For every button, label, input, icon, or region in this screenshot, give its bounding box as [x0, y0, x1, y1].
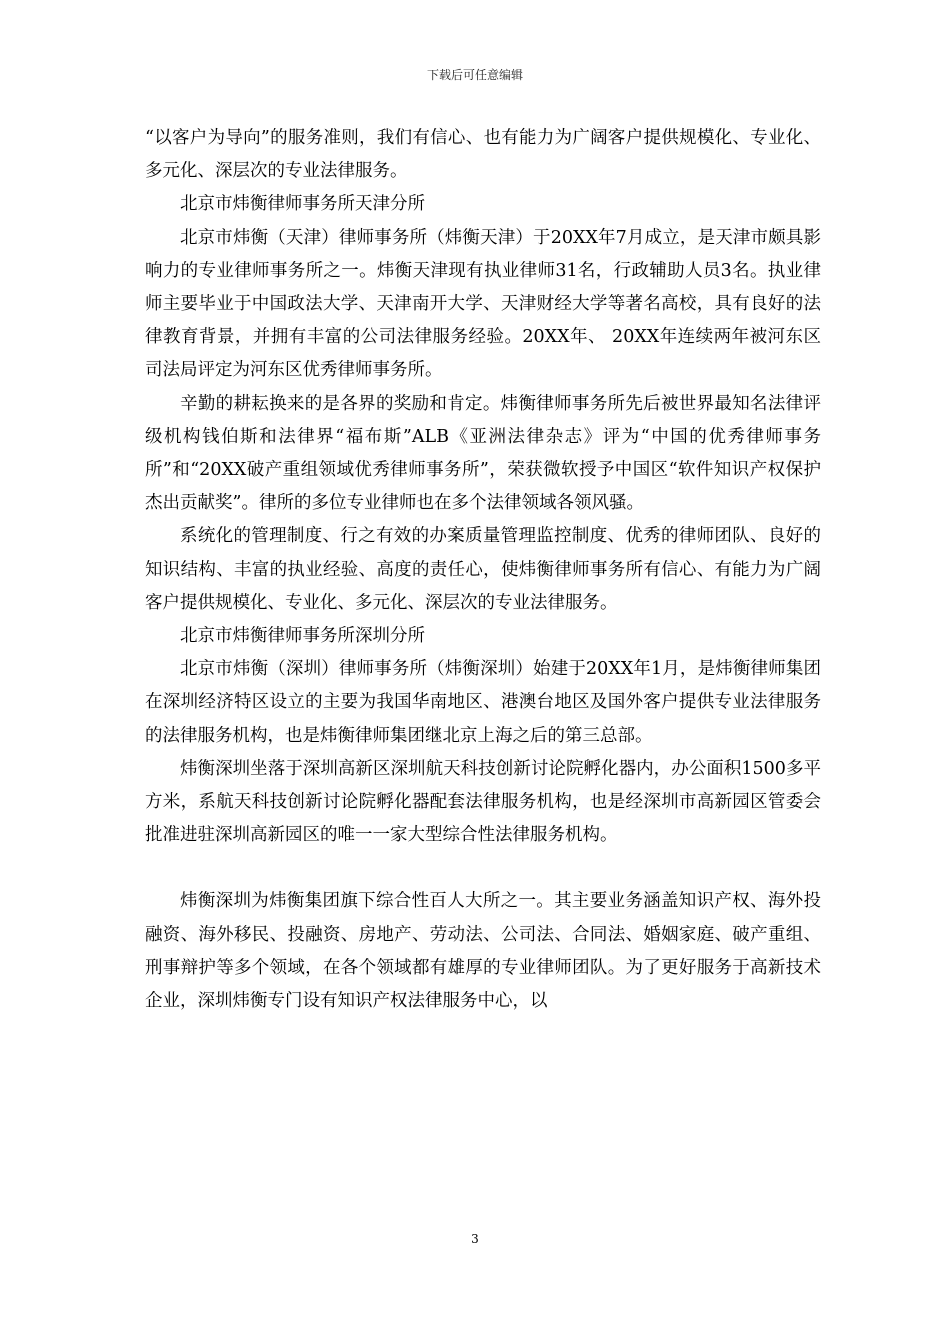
paragraph-client-oriented: “以客户为导向”的服务准则，我们有信心、也有能力为广阔客户提供规模化、专业化、多元化、深层次的专业法律服务。 — [145, 128, 821, 182]
paragraph-shenzhen-intro: 北京市炜衡（深圳）律师事务所（炜衡深圳）始建于20XX年1月，是炜衡律师集团在深圳经济特区设立的主要为我国华南地区、港澳台地区及国外客户提供专业法律服务的法律服务机构，也是炜衡律师集团继北京上海之后的第三总部。 — [145, 659, 821, 746]
document-body — [145, 122, 821, 1018]
paragraph-shenzhen-location: 炜衡深圳坐落于深圳高新区深圳航天科技创新讨论院孵化器内，办公面积1500多平方米，系航天科技创新讨论院孵化器配套法律服务机构，也是经深圳市高新园区管委会批准进驻深圳高新园区的唯一一家大型综合性法律服务机构。 — [145, 758, 821, 846]
paragraph-shenzhen-business: 炜衡深圳为炜衡集团旗下综合性百人大所之一。其主要业务涵盖知识产权、海外投融资、海外移民、投融资、房地产、劳动法、公司法、合同法、婚姻家庭、破产重组、刑事辩护等多个领域，在各个领域都有雄厚的专业律师团队。为了更好服务于高新技术企业，深圳炜衡专门设有知识产权法律服务中心，以 — [145, 891, 821, 1012]
section-heading-tianjin: 北京市炜衡律师事务所天津分所 — [180, 194, 425, 215]
paragraph-spacer — [145, 852, 821, 885]
page-header: 下载后可任意编辑 — [426, 68, 523, 82]
paragraph-awards: 辛勤的耕耘换来的是各界的奖励和肯定。炜衡律师事务所先后被世界最知名法律评级机构钱伯斯和法律界“福布斯”ALB《亚洲法律杂志》评为“中国的优秀律师事务所”和“20XX破产重组领域优秀律师事务所”，荣获微软授予中国区“软件知识产权保护杰出贡献奖”。律所的多位专业律师也在多个法律领域各领风骚。 — [145, 393, 821, 514]
paragraph-management: 系统化的管理制度、行之有效的办案质量管理监控制度、优秀的律师团队、良好的知识结构、丰富的执业经验、高度的责任心，使炜衡律师事务所有信心、有能力为广阔客户提供规模化、专业化、多元化、深层次的专业法律服务。 — [145, 526, 821, 613]
page-number: 3 — [471, 1232, 479, 1246]
paragraph-tianjin-intro: 北京市炜衡（天津）律师事务所（炜衡天津）于20XX年7月成立，是天津市颇具影响力的专业律师事务所之一。炜衡天津现有执业律师31名，行政辅助人员3名。执业律师主要毕业于中国政法大学、天津南开大学、天津财经大学等著名高校，具有良好的法律教育背景，并拥有丰富的公司法律服务经验。20XX年、 20XX年连续两年被河东区司法局评定为河东区优秀律师事务所。 — [145, 227, 821, 381]
section-heading-shenzhen: 北京市炜衡律师事务所深圳分所 — [180, 626, 425, 647]
